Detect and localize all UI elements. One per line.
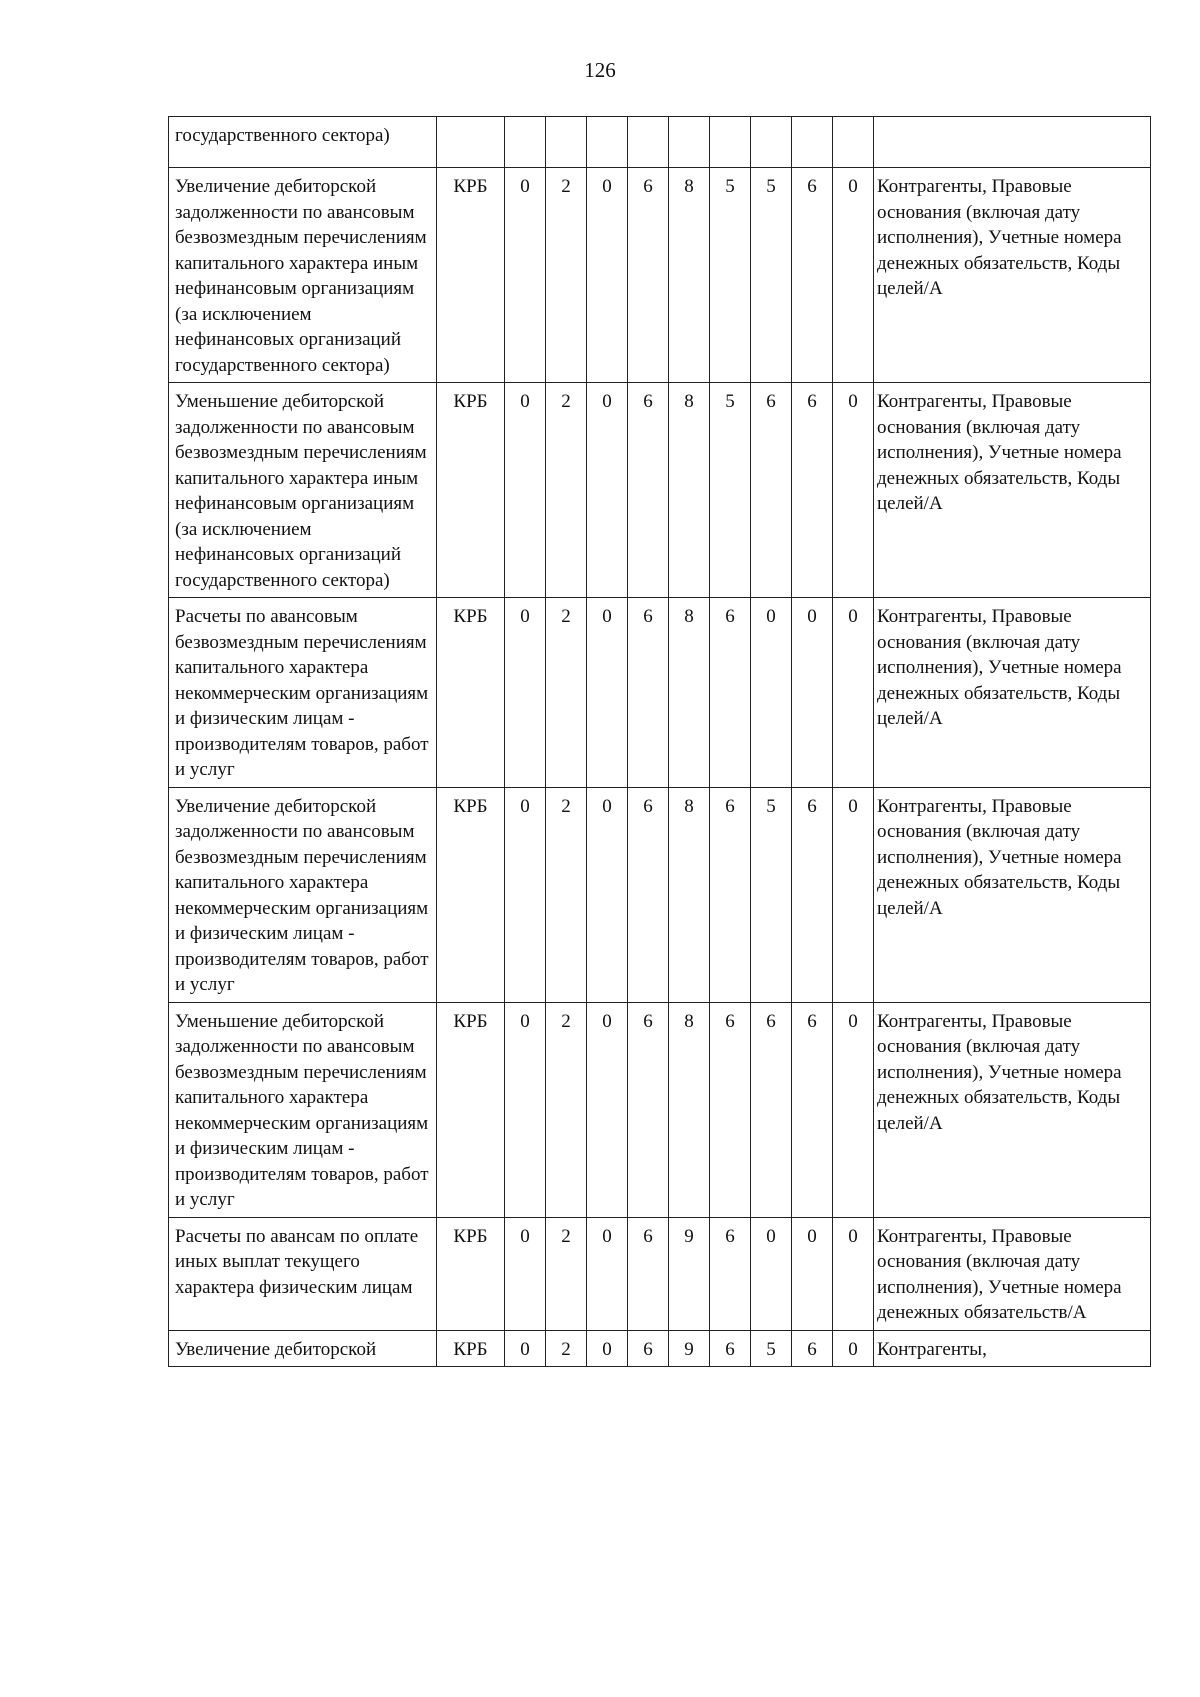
account-code-digit-cell: 0 [833,1217,874,1330]
account-code-digit-cell: 6 [751,1002,792,1217]
account-code-digit-cell: 5 [751,1330,792,1367]
table-row [169,168,1151,383]
account-code-digit-cell: 0 [792,598,833,788]
account-code-digit-cell: 6 [628,1330,669,1367]
account-code-digit-cell: 8 [669,168,710,383]
account-code-digit-cell: 0 [505,598,546,788]
account-code-digit-cell: 6 [628,1002,669,1217]
account-code-digit-cell: 6 [792,168,833,383]
table-body [169,117,1151,1367]
account-code-digit-cell: 0 [505,1330,546,1367]
account-code-digit-cell: 2 [546,1330,587,1367]
account-code-digit-cell: 6 [628,168,669,383]
table-row [169,383,1151,598]
analytics-cell: Контрагенты, Правовые основания (включая дату исполнения), Учетные номера денежных обязательств, Коды целей/А [874,383,1151,598]
account-code-digit-cell: 6 [628,1217,669,1330]
account-code-digit-cell: 0 [587,598,628,788]
account-code-digit-cell: 0 [587,383,628,598]
account-code-digit-cell: 0 [833,1330,874,1367]
account-code-digit-cell: 6 [628,383,669,598]
analytics-cell: Контрагенты, Правовые основания (включая дату исполнения), Учетные номера денежных обязательств, Коды целей/А [874,168,1151,383]
account-code-digit-cell: 5 [751,168,792,383]
account-code-digit-cell: 6 [751,383,792,598]
table-row [169,787,1151,1002]
account-code-digit-cell: 2 [546,383,587,598]
account-code-digit-cell: 6 [792,1002,833,1217]
budget-kind-cell [437,117,505,168]
account-code-digit-cell: 0 [505,1002,546,1217]
account-code-digit-cell [505,117,546,168]
account-code-digit-cell: 6 [710,598,751,788]
analytics-cell: Контрагенты, [874,1330,1151,1367]
account-code-digit-cell: 2 [546,1217,587,1330]
account-code-digit-cell: 8 [669,1002,710,1217]
account-code-digit-cell [710,117,751,168]
budget-kind-cell: КРБ [437,1330,505,1367]
account-code-digit-cell [669,117,710,168]
account-code-digit-cell: 5 [710,383,751,598]
budget-kind-cell: КРБ [437,383,505,598]
budget-kind-cell: КРБ [437,787,505,1002]
budget-kind-cell: КРБ [437,598,505,788]
account-code-digit-cell [751,117,792,168]
account-code-digit-cell: 5 [751,787,792,1002]
account-code-digit-cell: 6 [710,1217,751,1330]
account-code-digit-cell: 0 [587,1217,628,1330]
account-code-digit-cell: 0 [505,787,546,1002]
account-code-digit-cell: 0 [833,787,874,1002]
account-description-cell: Уменьшение дебиторской задолженности по авансовым безвозмездным перечислениям капитального характера иным нефинансовым организациям (за исключением нефинансовых организаций государственного сектора) [169,383,437,598]
account-code-digit-cell: 2 [546,787,587,1002]
account-description-cell: Расчеты по авансовым безвозмездным перечислениям капитального характера некоммерческим организациям и физическим лицам - производителям товаров, работ и услуг [169,598,437,788]
account-code-digit-cell: 0 [751,1217,792,1330]
table-row [169,1217,1151,1330]
account-code-digit-cell: 0 [833,598,874,788]
account-description-cell: Увеличение дебиторской [169,1330,437,1367]
account-code-digit-cell: 8 [669,787,710,1002]
table-row [169,1330,1151,1367]
account-code-digit-cell: 0 [792,1217,833,1330]
account-description-cell: Расчеты по авансам по оплате иных выплат текущего характера физическим лицам [169,1217,437,1330]
budget-kind-cell: КРБ [437,1217,505,1330]
account-code-digit-cell: 0 [833,168,874,383]
account-code-digit-cell: 6 [792,383,833,598]
budget-kind-cell: КРБ [437,168,505,383]
account-code-digit-cell: 0 [505,1217,546,1330]
page-number: 126 [584,58,616,82]
table-row [169,1002,1151,1217]
account-code-digit-cell: 0 [587,1002,628,1217]
budget-kind-cell: КРБ [437,1002,505,1217]
analytics-cell [874,117,1151,168]
account-code-digit-cell [833,117,874,168]
account-code-digit-cell: 9 [669,1217,710,1330]
account-description-cell: Увеличение дебиторской задолженности по авансовым безвозмездным перечислениям капитального характера некоммерческим организациям и физическим лицам - производителям товаров, работ и услуг [169,787,437,1002]
account-code-digit-cell [792,117,833,168]
analytics-cell: Контрагенты, Правовые основания (включая дату исполнения), Учетные номера денежных обязательств/А [874,1217,1151,1330]
account-code-digit-cell: 6 [628,598,669,788]
account-code-digit-cell: 6 [792,1330,833,1367]
account-code-digit-cell: 2 [546,168,587,383]
account-code-digit-cell: 0 [505,383,546,598]
account-description-cell: государственного сектора) [169,117,437,168]
account-code-digit-cell [546,117,587,168]
analytics-cell: Контрагенты, Правовые основания (включая дату исполнения), Учетные номера денежных обязательств, Коды целей/А [874,787,1151,1002]
account-code-digit-cell: 0 [587,1330,628,1367]
analytics-cell: Контрагенты, Правовые основания (включая дату исполнения), Учетные номера денежных обязательств, Коды целей/А [874,1002,1151,1217]
account-code-digit-cell [587,117,628,168]
account-code-digit-cell: 6 [710,1330,751,1367]
account-code-digit-cell: 6 [628,787,669,1002]
account-code-digit-cell: 8 [669,383,710,598]
account-code-digit-cell: 0 [833,383,874,598]
analytics-cell: Контрагенты, Правовые основания (включая дату исполнения), Учетные номера денежных обязательств, Коды целей/А [874,598,1151,788]
account-code-digit-cell: 0 [587,787,628,1002]
account-code-digit-cell: 6 [792,787,833,1002]
table-row [169,117,1151,168]
account-code-digit-cell: 5 [710,168,751,383]
account-description-cell: Уменьшение дебиторской задолженности по авансовым безвозмездным перечислениям капитального характера некоммерческим организациям и физическим лицам - производителям товаров, работ и услуг [169,1002,437,1217]
account-code-digit-cell: 9 [669,1330,710,1367]
account-code-digit-cell: 0 [751,598,792,788]
account-code-digit-cell: 6 [710,787,751,1002]
account-code-digit-cell: 6 [710,1002,751,1217]
account-code-digit-cell [628,117,669,168]
account-code-digit-cell: 2 [546,1002,587,1217]
accounts-table [168,116,1151,1367]
account-code-digit-cell: 0 [833,1002,874,1217]
account-description-cell: Увеличение дебиторской задолженности по авансовым безвозмездным перечислениям капитального характера иным нефинансовым организациям (за исключением нефинансовых организаций государственного сектора) [169,168,437,383]
account-code-digit-cell: 8 [669,598,710,788]
table-row [169,598,1151,788]
account-code-digit-cell: 2 [546,598,587,788]
account-code-digit-cell: 0 [505,168,546,383]
account-code-digit-cell: 0 [587,168,628,383]
